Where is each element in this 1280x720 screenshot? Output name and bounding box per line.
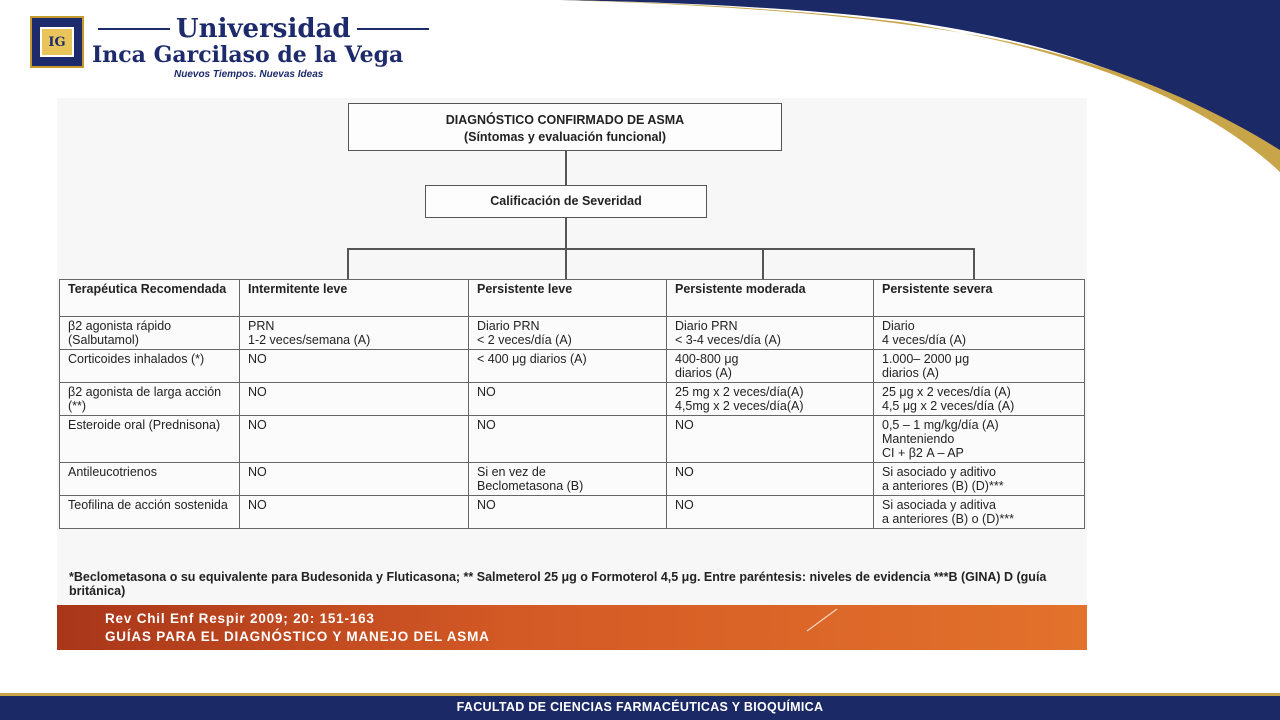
dosage-cell: 0,5 – 1 mg/kg/día (A) Manteniendo CI + β2 A – AP [874,416,1085,463]
dosage-cell: PRN 1-2 veces/semana (A) [240,317,469,350]
diagnosis-box [348,103,782,151]
diagnosis-title: DIAGNÓSTICO CONFIRMADO DE ASMA [445,113,685,127]
branch-drop [347,248,349,279]
connector-line [565,151,567,185]
header-cell: Persistente moderada [667,280,874,317]
table-row [60,496,1085,529]
severity-box: Calificación de Severidad [425,185,707,218]
logo-subtitle: Inca Garcilaso de la Vega [92,42,404,68]
therapy-cell: β2 agonista de larga acción (**) [60,383,240,416]
table-row [60,317,1085,350]
crest-emblem: IG [40,27,74,57]
branch-line [347,248,974,250]
dosage-cell: NO [667,416,874,463]
table-row [60,416,1085,463]
branch-drop [762,248,764,279]
header-cell: Persistente severa [874,280,1085,317]
reference-banner [57,605,1087,650]
dosage-cell: Diario PRN < 3-4 veces/día (A) [667,317,874,350]
header-cell: Intermitente leve [240,280,469,317]
reference-citation: Rev Chil Enf Respir 2009; 20: 151-163 [105,611,375,626]
therapy-cell: Esteroide oral (Prednisona) [60,416,240,463]
dosage-cell: Si en vez de Beclometasona (B) [469,463,667,496]
table-row [60,383,1085,416]
header-cell: Terapéutica Recomendada [60,280,240,317]
table-header-row [60,280,1085,317]
dosage-cell: NO [469,416,667,463]
university-crest-icon [30,16,84,68]
table-row [60,350,1085,383]
dosage-cell: Diario PRN < 2 veces/día (A) [469,317,667,350]
therapy-cell: β2 agonista rápido (Salbutamol) [60,317,240,350]
asthma-treatment-figure [57,98,1087,650]
dosage-cell: Si asociada y aditiva a anteriores (B) o (D)*** [874,496,1085,529]
branch-drop [973,248,975,279]
table-row [60,463,1085,496]
dosage-cell: NO [240,496,469,529]
dosage-cell: NO [469,383,667,416]
dosage-cell: NO [240,416,469,463]
dosage-cell: NO [667,496,874,529]
diagnosis-subtitle: (Síntomas y evaluación funcional) [463,130,667,144]
dosage-cell: 25 μg x 2 veces/día (A) 4,5 μg x 2 veces/día (A) [874,383,1085,416]
dosage-cell: NO [240,463,469,496]
dosage-cell: Diario 4 veces/día (A) [874,317,1085,350]
treatment-table [59,279,1085,529]
logo-title: Universidad [176,14,351,44]
therapy-cell: Teofilina de acción sostenida [60,496,240,529]
dosage-cell: NO [667,463,874,496]
faculty-name: FACULTAD DE CIENCIAS FARMACÉUTICAS Y BIOQUÍMICA [456,700,824,714]
dosage-cell: NO [469,496,667,529]
branch-drop [565,248,567,279]
dosage-cell: 25 mg x 2 veces/día(A) 4,5mg x 2 veces/día(A) [667,383,874,416]
university-logo [30,16,435,80]
dosage-cell: Si asociado y aditivo a anteriores (B) (D)*** [874,463,1085,496]
therapy-cell: Antileucotrienos [60,463,240,496]
dosage-cell: NO [240,383,469,416]
banner-slash-decoration [797,605,857,635]
dosage-cell: 400-800 μg diarios (A) [667,350,874,383]
dosage-cell: NO [240,350,469,383]
therapy-cell: Corticoides inhalados (*) [60,350,240,383]
header-cell: Persistente leve [469,280,667,317]
reference-title: GUÍAS PARA EL DIAGNÓSTICO Y MANEJO DEL ASMA [105,629,490,644]
table-footnote: *Beclometasona o su equivalente para Budesonida y Fluticasona; ** Salmeterol 25 μg o Formoterol 4,5 μg. Entre paréntesis: niveles de evidencia ***B (GINA) D (guía británica) [69,570,1047,598]
logo-tagline: Nuevos Tiempos. Nuevas Ideas [174,69,324,80]
dosage-cell: 1.000– 2000 μg diarios (A) [874,350,1085,383]
dosage-cell: < 400 μg diarios (A) [469,350,667,383]
connector-line [565,218,567,248]
